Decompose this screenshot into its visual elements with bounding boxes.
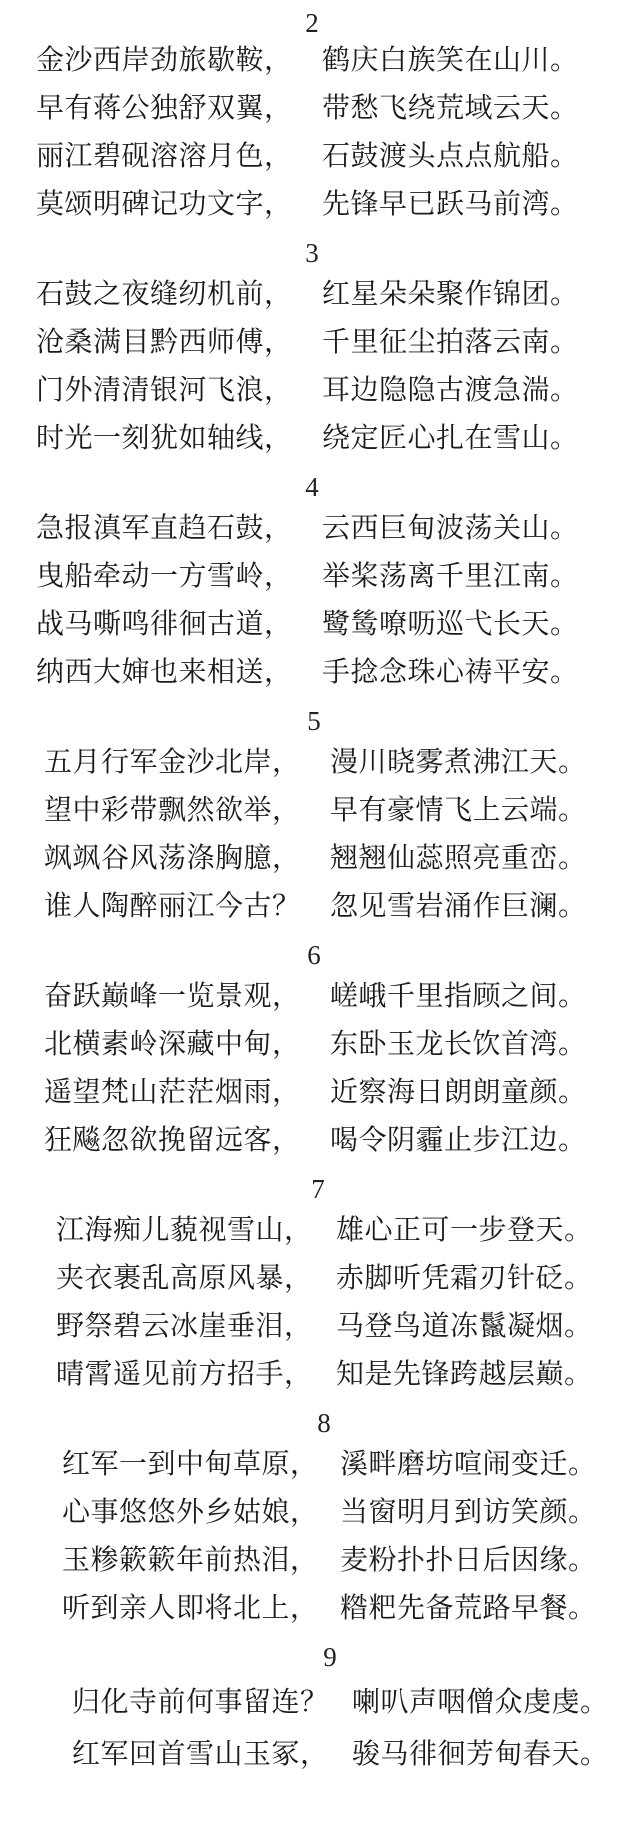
line-first-half: 战马嘶鸣徘徊古道， xyxy=(36,607,293,640)
poem-line xyxy=(0,972,640,1020)
line-second-half: 漫川晓雾煮沸江天。 xyxy=(330,745,587,778)
poem-line xyxy=(0,180,640,228)
line-first-half: 夹衣裹乱高原风暴， xyxy=(56,1261,313,1294)
line-first-half: 江海痴儿藐视雪山， xyxy=(56,1213,313,1246)
line-first-half: 石鼓之夜缝纫机前， xyxy=(36,277,293,310)
stanza-number: 2 xyxy=(305,8,319,38)
poem-line xyxy=(0,1068,640,1116)
poem-line xyxy=(0,318,640,366)
poem-line xyxy=(0,1206,640,1254)
poem-line xyxy=(0,1302,640,1350)
poem-line xyxy=(0,1584,640,1632)
line-second-half: 糌粑先备荒路早餐。 xyxy=(340,1591,597,1624)
poem-line xyxy=(0,552,640,600)
line-first-half: 晴霄遥见前方招手， xyxy=(56,1357,313,1390)
line-second-half: 麦粉扑扑日后因缘。 xyxy=(340,1543,597,1576)
line-first-half: 五月行军金沙北岸， xyxy=(44,745,301,778)
line-second-half: 耳边隐隐古渡急湍。 xyxy=(322,373,579,406)
poem-line xyxy=(0,834,640,882)
poem-line xyxy=(0,1536,640,1584)
line-second-half: 早有豪情飞上云端。 xyxy=(330,793,587,826)
poem-line xyxy=(0,270,640,318)
line-second-half: 赤脚听凭霜刃针砭。 xyxy=(336,1261,593,1294)
line-first-half: 金沙西岸劲旅歇鞍， xyxy=(36,43,293,76)
poem-line xyxy=(0,504,640,552)
stanza-number: 5 xyxy=(307,706,321,736)
poem-line xyxy=(0,1020,640,1068)
poem-line xyxy=(0,414,640,462)
line-first-half: 纳西大婶也来相送， xyxy=(36,655,293,688)
stanza-number: 6 xyxy=(307,940,321,970)
line-first-half: 归化寺前何事留连？ xyxy=(72,1685,329,1718)
poem-line xyxy=(0,84,640,132)
line-second-half: 带愁飞绕荒域云天。 xyxy=(322,91,579,124)
poem-line xyxy=(0,1488,640,1536)
line-first-half: 玉糁簌簌年前热泪， xyxy=(62,1543,319,1576)
poem-line xyxy=(0,36,640,84)
line-second-half: 绕定匠心扎在雪山。 xyxy=(322,421,579,454)
line-first-half: 莫颂明碑记功文字， xyxy=(36,187,293,220)
poem-line xyxy=(0,882,640,930)
line-second-half: 石鼓渡头点点航船。 xyxy=(322,139,579,172)
line-second-half: 千里征尘拍落云南。 xyxy=(322,325,579,358)
poem-line xyxy=(0,1678,640,1726)
stanza-number: 9 xyxy=(323,1642,337,1672)
line-first-half: 北横素岭深藏中甸， xyxy=(44,1027,301,1060)
line-first-half: 曳船牵动一方雪岭， xyxy=(36,559,293,592)
poem-line xyxy=(0,738,640,786)
line-second-half: 鹤庆白族笑在山川。 xyxy=(322,43,579,76)
line-first-half: 红军一到中甸草原， xyxy=(62,1447,319,1480)
poem-line xyxy=(0,1254,640,1302)
line-second-half: 举桨荡离千里江南。 xyxy=(322,559,579,592)
line-second-half: 嵯峨千里指顾之间。 xyxy=(330,979,587,1012)
line-second-half: 喇叭声咽僧众虔虔。 xyxy=(352,1685,609,1718)
line-second-half: 红星朵朵聚作锦团。 xyxy=(322,277,579,310)
stanza-number: 4 xyxy=(305,472,319,502)
poem-line xyxy=(0,648,640,696)
stanza-number: 8 xyxy=(317,1408,331,1438)
line-first-half: 奋跃巅峰一览景观， xyxy=(44,979,301,1012)
poem-line xyxy=(0,600,640,648)
poem-line xyxy=(0,1730,640,1778)
line-first-half: 急报滇军直趋石鼓， xyxy=(36,511,293,544)
line-second-half: 知是先锋跨越层巅。 xyxy=(336,1357,593,1390)
line-second-half: 云西巨甸波荡关山。 xyxy=(322,511,579,544)
line-first-half: 谁人陶醉丽江今古？ xyxy=(44,889,301,922)
line-second-half: 溪畔磨坊喧闹变迁。 xyxy=(340,1447,597,1480)
line-second-half: 喝令阴霾止步江边。 xyxy=(330,1123,587,1156)
line-first-half: 野祭碧云冰崖垂泪， xyxy=(56,1309,313,1342)
line-first-half: 心事悠悠外乡姑娘， xyxy=(62,1495,319,1528)
stanza-number: 3 xyxy=(305,238,319,268)
line-first-half: 时光一刻犹如轴线， xyxy=(36,421,293,454)
line-second-half: 先锋早已跃马前湾。 xyxy=(322,187,579,220)
line-second-half: 近察海日朗朗童颜。 xyxy=(330,1075,587,1108)
line-second-half: 马登鸟道冻鬣凝烟。 xyxy=(336,1309,593,1342)
poem-line xyxy=(0,366,640,414)
line-second-half: 当窗明月到访笑颜。 xyxy=(340,1495,597,1528)
line-first-half: 望中彩带飘然欲举， xyxy=(44,793,301,826)
line-first-half: 飒飒谷风荡涤胸臆， xyxy=(44,841,301,874)
poem-line xyxy=(0,1440,640,1488)
line-second-half: 翘翘仙蕊照亮重峦。 xyxy=(330,841,587,874)
line-first-half: 早有蒋公独舒双翼， xyxy=(36,91,293,124)
line-second-half: 雄心正可一步登天。 xyxy=(336,1213,593,1246)
line-first-half: 沧桑满目黔西师傅， xyxy=(36,325,293,358)
line-second-half: 东卧玉龙长饮首湾。 xyxy=(330,1027,587,1060)
line-second-half: 鹭鸶嘹呖巡弋长天。 xyxy=(322,607,579,640)
line-second-half: 骏马徘徊芳甸春天。 xyxy=(352,1737,609,1770)
line-first-half: 听到亲人即将北上， xyxy=(62,1591,319,1624)
poem-line xyxy=(0,1350,640,1398)
line-second-half: 忽见雪岩涌作巨澜。 xyxy=(330,889,587,922)
line-first-half: 遥望梵山茫茫烟雨， xyxy=(44,1075,301,1108)
line-first-half: 门外清清银河飞浪， xyxy=(36,373,293,406)
line-first-half: 丽江碧砚溶溶月色， xyxy=(36,139,293,172)
line-first-half: 狂飚忽欲挽留远客， xyxy=(44,1123,301,1156)
line-first-half: 红军回首雪山玉冢， xyxy=(72,1737,329,1770)
stanza-number: 7 xyxy=(311,1174,325,1204)
line-second-half: 手捻念珠心祷平安。 xyxy=(322,655,579,688)
poem-line xyxy=(0,1116,640,1164)
poem-line xyxy=(0,786,640,834)
poem-line xyxy=(0,132,640,180)
